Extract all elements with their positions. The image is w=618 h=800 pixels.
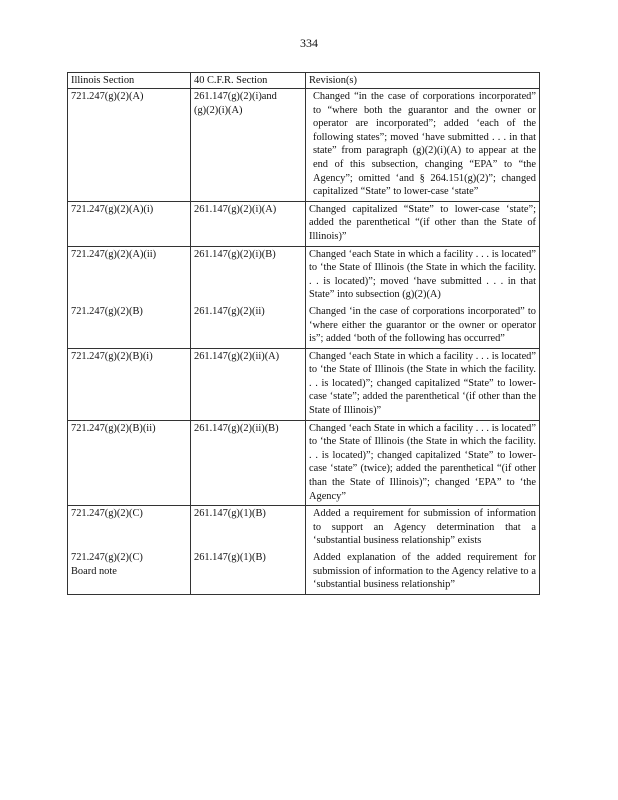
illinois-section-cell: 721.247(g)(2)(A)(i) [68, 201, 191, 246]
illinois-section-cell: 721.247(g)(2)(B)(ii) [68, 420, 191, 506]
revision-cell: Changed ‘each State in which a facility . . . is located” to ‘the State of Illinois (the State in which the facility. . . is located)”; changed capitalized ‘State” to lower-case ‘state” (twice); added the parenthetical “(if other than the State of Illinois)”; changed ‘EPA” to ‘the Agency” [306, 420, 540, 506]
revision-cell: Changed ‘each State in which a facility . . . is located” to ‘the State of Illinois (the State in which the facility. . . is located)”; changed capitalized “State” to lower-case ‘state”; added the parenthetical ‘(if other than the State of Illinois)” [306, 348, 540, 420]
illinois-section-cell: 721.247(g)(2)(A)(ii) [68, 246, 191, 304]
cfr-section-cell: 261.147(g)(2)(i)and (g)(2)(i)(A) [191, 89, 306, 202]
illinois-section-cell: 721.247(g)(2)(C) Board note [68, 550, 191, 594]
illinois-section-cell: 721.247(g)(2)(B) [68, 304, 191, 348]
revision-cell: Changed ‘each State in which a facility . . . is located” to ‘the State of Illinois (the State in which the facility. . . is located)”; moved ‘have submitted . . . in that State” into subsection (g)(2)(A) [306, 246, 540, 304]
illinois-section-cell: 721.247(g)(2)(B)(i) [68, 348, 191, 420]
illinois-section-cell: 721.247(g)(2)(C) [68, 506, 191, 550]
cfr-section-cell: 261.147(g)(1)(B) [191, 550, 306, 594]
cfr-section-cell: 261.147(g)(2)(ii)(A) [191, 348, 306, 420]
revision-cell: Added explanation of the added requirement for submission of information to the Agency relative to a ‘substantial business relationship” [306, 550, 540, 594]
column-header-cfr-section: 40 C.F.R. Section [191, 73, 306, 89]
illinois-section-cell: 721.247(g)(2)(A) [68, 89, 191, 202]
table-row [68, 304, 540, 348]
revision-cell: Changed “in the case of corporations incorporated” to “where both the guarantor and the owner or operator are incorporated”; added ‘each of the following states”; moved ‘have submitted . . . in that state” from paragraph (g)(2)(i)(A) to appear at the end of this subsection, changing “EPA” to “the Agency”; omitted ‘and § 264.151(g)(2)”; changed capitalized “State” to lower-case ‘state” [306, 89, 540, 202]
table-row [68, 506, 540, 550]
revision-cell: Changed capitalized “State” to lower-case ‘state”; added the parenthetical “(if other than the State of Illinois)” [306, 201, 540, 246]
cfr-section-cell: 261.147(g)(2)(ii) [191, 304, 306, 348]
revision-cell: Changed ‘in the case of corporations incorporated” to ‘where either the guarantor or the owner or operator is”; added ‘both of the following has occurred” [306, 304, 540, 348]
cfr-section-cell: 261.147(g)(2)(i)(A) [191, 201, 306, 246]
revision-cell: Added a requirement for submission of information to support an Agency determination that a ‘substantial business relationship” exists [306, 506, 540, 550]
cfr-section-cell: 261.147(g)(2)(i)(B) [191, 246, 306, 304]
table-row [68, 348, 540, 420]
table-row [68, 550, 540, 594]
column-header-revisions: Revision(s) [306, 73, 540, 89]
table-header-row [68, 73, 540, 89]
cfr-section-cell: 261.147(g)(2)(ii)(B) [191, 420, 306, 506]
table-row [68, 420, 540, 506]
table-row [68, 246, 540, 304]
page-number: 334 [300, 36, 318, 50]
revisions-table [67, 72, 540, 595]
cfr-section-cell: 261.147(g)(1)(B) [191, 506, 306, 550]
column-header-illinois-section: Illinois Section [68, 73, 191, 89]
table-row [68, 201, 540, 246]
table-row [68, 89, 540, 202]
